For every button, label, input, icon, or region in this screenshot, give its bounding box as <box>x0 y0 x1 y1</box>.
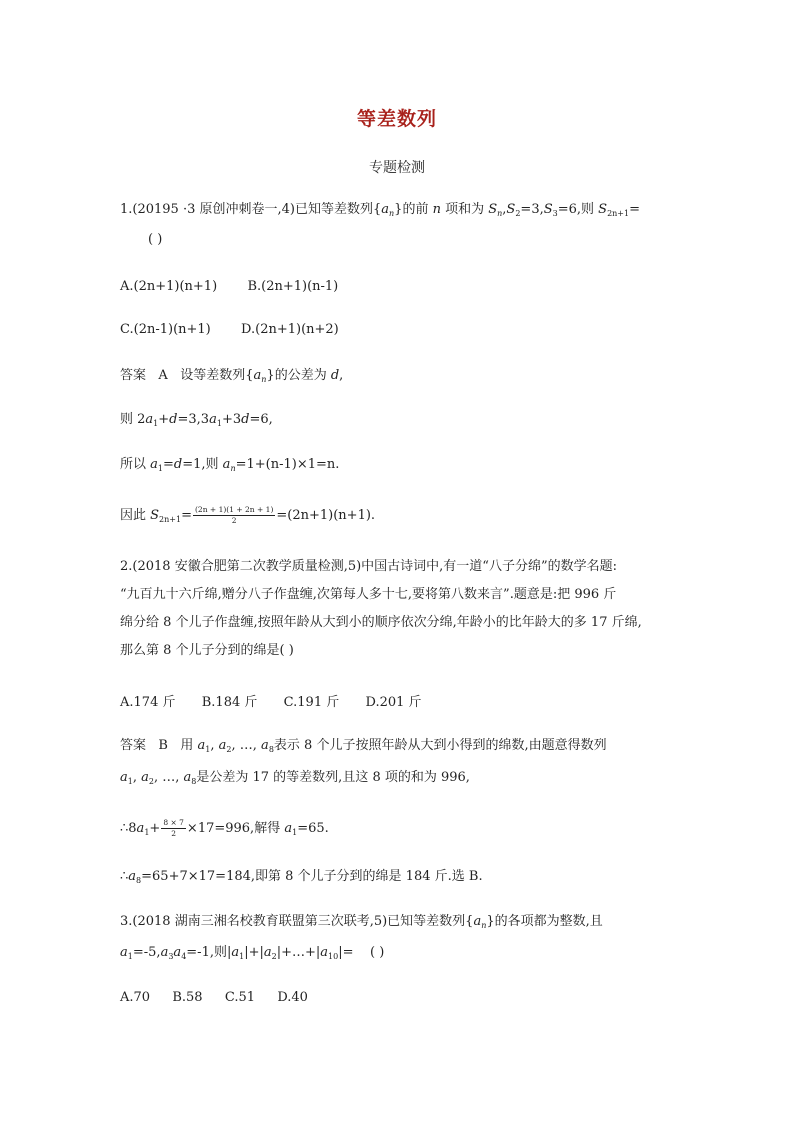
q2-fraction: $\frac{8 \times 7}{2}$ <box>163 818 184 838</box>
q2-option-c: C.191 斤 <box>283 695 340 710</box>
q3-option-c: C.51 <box>224 990 256 1005</box>
q1-options-row2 <box>120 320 339 340</box>
answer-letter: A <box>158 368 168 383</box>
q1-option-d: D.(2n+1)(n+2) <box>241 322 339 337</box>
q1-answer-line2: 则 $2a_1+d=3,3a_1+3d=6$, <box>120 412 273 428</box>
q3-option-a: A.70 <box>120 990 151 1005</box>
q2-stem-line3: 绵分给 8 个儿子作盘缠,按照年龄从大到小的顺序依次分绵,年龄小的比年龄大的多 17 斤绵, <box>120 615 642 630</box>
q1-options-row1 <box>120 277 338 297</box>
q1-option-a: A.(2n+1)(n+1) <box>120 279 218 294</box>
page-title: 等差数列 <box>356 108 437 130</box>
q1-stem: 1.(20195 ·3 原创冲刺卷一,4)已知等差数列$\{a_n\}$的前 n 项和为 $S_n,S_2=3,S_3=6$,则 $S_{2n+1}=$ <box>120 202 641 218</box>
q1-answer-line4: 因此 $S_{2n+1}=$ $\frac{(2n + 1)(1 + 2n + 1)}{2}$ =(2n+1)(n+1). <box>120 505 376 525</box>
q3-stem-line1: 3.(2018 湖南三湘名校教育联盟第三次联考,5)已知等差数列$\{a_n\}$的各项都为整数,且 <box>120 914 603 930</box>
q2-stem-line1: 2.(2018 安徽合肥第二次教学质量检测,5)中国古诗词中,有一道“八子分绵”的数学名题: <box>120 559 617 574</box>
q3-stem-line2: $a_1=-5,a_3a_4=-1$,则$|a_1|+|a_2|+\dots+|a_{10}|=$ ( ) <box>120 945 385 961</box>
q2-stem-line2: “九百九十六斤绵,赠分八子作盘缠,次第每人多十七,要将第八数来言”.题意是:把 996 斤 <box>120 587 617 602</box>
q2-answer-line3: $\therefore 8a_1+$ $\frac{8 \times 7}{2}$ ×17=996,解得 $a_1=65$. <box>120 818 329 838</box>
q2-options <box>120 693 422 713</box>
answer-letter: B <box>158 738 168 753</box>
q1-answer-line1: 答案 A 设等差数列$\{a_n\}$的公差为 d, <box>120 368 344 384</box>
q2-option-d: D.201 斤 <box>365 695 422 710</box>
q1-option-b: B.(2n+1)(n-1) <box>247 279 339 294</box>
q2-option-b: B.184 斤 <box>201 695 258 710</box>
q1-fraction: $\frac{(2n + 1)(1 + 2n + 1)}{2}$ <box>195 505 274 525</box>
q1-option-c: C.(2n-1)(n+1) <box>120 322 211 337</box>
q2-answer-line4: $\therefore a_8=65+7\times 17=184$,即第 8 个儿子分到的绵是 184 斤.选 B. <box>120 869 483 885</box>
q2-option-a: A.174 斤 <box>120 695 176 710</box>
q3-option-d: D.40 <box>277 990 308 1005</box>
answer-label: 答案 <box>120 738 147 753</box>
answer-label: 答案 <box>120 368 147 383</box>
q1-answer-bracket: ( ) <box>148 232 163 247</box>
q1-answer-line3: 所以 $a_1=d=1$,则 $a_n=1+(n-1)\times 1=n$. <box>120 457 340 473</box>
q2-answer-line2: $a_1$, $a_2$, …, $a_8$是公差为 17 的等差数列,且这 8 项的和为 996, <box>120 770 470 786</box>
q3-answer-bracket: ( ) <box>370 945 385 960</box>
page-subtitle: 专题检测 <box>369 160 425 176</box>
q2-answer-line1: 答案 B 用 $a_1$, $a_2$, …, $a_8$表示 8 个儿子按照年龄从大到小得到的绵数,由题意得数列 <box>120 738 607 754</box>
q2-stem-line4: 那么第 8 个儿子分到的绵是( ) <box>120 643 294 658</box>
q3-option-b: B.58 <box>172 990 203 1005</box>
q3-options <box>120 988 308 1008</box>
